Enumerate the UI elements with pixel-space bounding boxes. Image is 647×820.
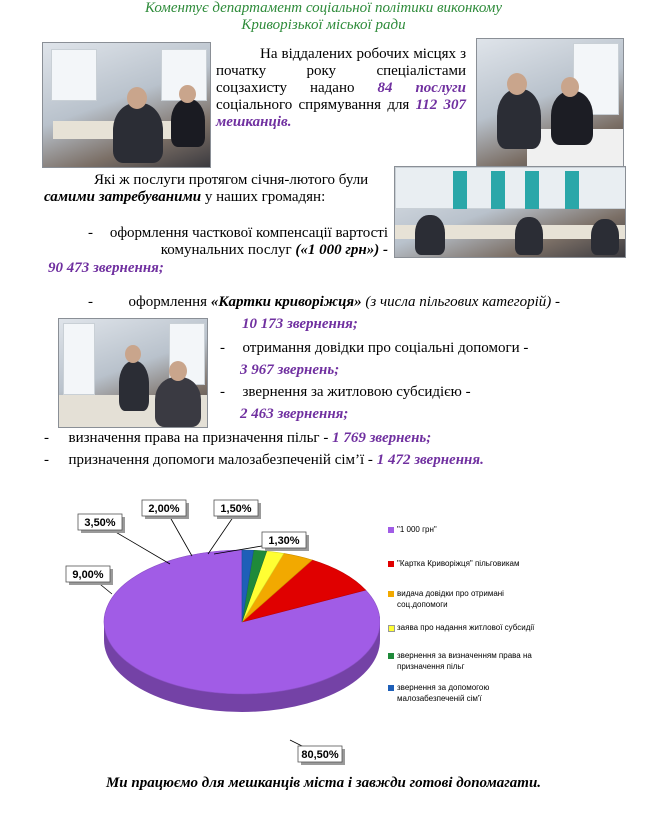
item-4-dash: - <box>220 384 225 400</box>
legend-item-2: "Картка Криворіжця" пільговикам <box>388 558 578 569</box>
legend-swatch-6 <box>388 685 394 691</box>
item-3-text: отримання довідки про соціальні допомоги - <box>242 340 529 356</box>
pie-label-text-4: 2,00% <box>148 503 180 515</box>
office-photo-4 <box>58 318 208 428</box>
pie-label-6 <box>262 532 309 551</box>
header-line-2: Криворізької міської ради <box>241 17 406 33</box>
legend-swatch-4 <box>388 625 395 632</box>
list-item-housing-subsidy <box>220 384 600 401</box>
legend-item-1: "1 000 грн" <box>388 524 568 535</box>
item-6-text: призначення допомоги малозабезпеченій сім’ї - <box>68 452 373 468</box>
list-item-kryvbas-card <box>88 294 628 311</box>
services-pie-chart <box>40 490 380 770</box>
legend-item-4: заява про надання житлової субсидії <box>388 622 578 633</box>
question-text-1: Які ж послуги протягом січня-лютого були <box>94 172 369 188</box>
legend-item-3: видача довідки про отримані соц.допомоги <box>388 588 507 610</box>
item-3-count: 3 967 звернень; <box>240 362 340 378</box>
legend-item-6: звернення за допомогою малозабезпеченій сім'ї <box>388 682 507 704</box>
item-2-text-post: (з числа пільгових категорій) - <box>365 294 560 310</box>
item-1-dash: - <box>88 225 93 241</box>
office-photo-3 <box>394 166 626 258</box>
pie-label-text-6: 1,30% <box>268 535 300 547</box>
item-1-count: 90 473 звернення; <box>48 260 164 276</box>
pie-label-1 <box>298 746 345 765</box>
pie-label-text-1: 80,50% <box>301 749 339 761</box>
services-count: 84 послуги <box>377 80 466 96</box>
item-4-count: 2 463 звернення; <box>240 406 349 422</box>
legend-swatch-1 <box>388 527 394 533</box>
header-line-1: Коментує департамент соціальної політики виконкому <box>144 0 502 16</box>
legend-swatch-2 <box>388 561 394 567</box>
item-4-text: звернення за житловою субсидією - <box>242 384 471 400</box>
office-photo-1 <box>42 42 211 168</box>
item-5-dash: - <box>44 430 49 446</box>
pie-label-text-3: 3,50% <box>84 517 116 529</box>
residents-count: 112 307 мешканців. <box>216 97 466 130</box>
item-2-dash: - <box>88 294 93 310</box>
item-2-emphasis: «Картки криворіжця» <box>210 294 362 310</box>
item-1-quote: («1 000 грн») - <box>295 242 388 258</box>
list-item-benefits <box>44 430 634 447</box>
pie-label-text-2: 9,00% <box>72 569 104 581</box>
office-photo-2 <box>476 38 624 168</box>
item-2-count: 10 173 звернення; <box>242 316 358 332</box>
chart-legend <box>388 524 588 724</box>
item-6-count: 1 472 звернення. <box>376 452 484 468</box>
item-1-text: оформлення часткової компенсації вартості комунальних послуг <box>109 225 388 258</box>
list-item-utility-compensation <box>48 225 388 259</box>
intro-paragraph <box>216 46 466 131</box>
list-item-low-income <box>44 452 634 469</box>
pie-label-4 <box>142 500 189 519</box>
page-header <box>0 0 647 34</box>
item-6-dash: - <box>44 452 49 468</box>
pie-label-2 <box>66 566 113 585</box>
question-paragraph <box>44 172 374 206</box>
item-3-dash: - <box>220 340 225 356</box>
legend-swatch-5 <box>388 653 394 659</box>
footer-slogan: Ми працюємо для мешканців міста і завжди готові допомагати. <box>105 775 542 791</box>
intro-text-2: соціального спрямування для <box>216 97 410 113</box>
item-5-count: 1 769 звернень; <box>332 430 432 446</box>
intro-text-1: На віддалених робочих місцях з початку року спеціалістами соцзахисту надано <box>216 46 466 96</box>
legend-swatch-3 <box>388 591 394 597</box>
list-item-certificate <box>220 340 600 357</box>
question-emphasis: самими затребуваними <box>44 189 202 205</box>
legend-item-5: звернення за визначенням права на призначення пільг <box>388 650 562 672</box>
pie-label-5 <box>214 500 261 519</box>
item-2-text-pre: оформлення <box>128 294 208 310</box>
item-5-text: визначення права на призначення пільг - <box>68 430 329 446</box>
pie-label-3 <box>78 514 125 533</box>
question-text-2: у наших громадян: <box>204 189 326 205</box>
pie-label-text-5: 1,50% <box>220 503 252 515</box>
